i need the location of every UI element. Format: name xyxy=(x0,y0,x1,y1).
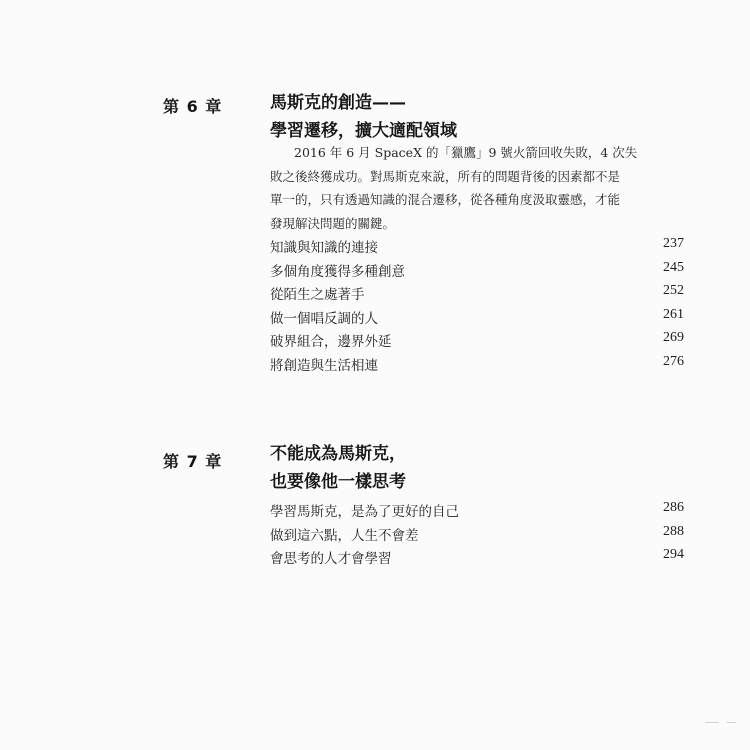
toc-entry-page: 294 xyxy=(663,547,684,563)
toc-entry-page: 252 xyxy=(663,283,684,299)
toc-entry[interactable] xyxy=(270,330,684,354)
chapter-6-title xyxy=(270,89,457,145)
toc-entry[interactable] xyxy=(270,500,684,524)
toc-entry[interactable] xyxy=(270,260,684,284)
intro-line: 敗之後終獲成功。對馬斯克來說，所有的問題背後的因素都不是 xyxy=(270,168,621,184)
toc-entry-title: 會思考的人才會學習 xyxy=(270,551,392,568)
toc-entry[interactable] xyxy=(270,547,684,571)
toc-entry-page: 261 xyxy=(663,306,684,322)
chapter-6-title-line-1: 馬斯克的創造—— xyxy=(270,93,406,113)
scan-artifact xyxy=(705,722,719,723)
toc-entry-title: 從陌生之處著手 xyxy=(270,287,365,304)
intro-line: 發現解決問題的關鍵。 xyxy=(270,215,396,231)
toc-entry-title: 破界組合，邊界外延 xyxy=(270,334,392,351)
toc-entry-page: 288 xyxy=(663,523,684,539)
toc-entry-title: 學習馬斯克，是為了更好的自己 xyxy=(270,504,459,520)
toc-entry[interactable] xyxy=(270,283,684,307)
chapter-6-label: 第 6 章 xyxy=(163,97,223,116)
toc-entry[interactable] xyxy=(270,524,684,548)
toc-entry-title: 多個角度獲得多種創意 xyxy=(270,263,405,280)
scan-artifact xyxy=(727,722,736,723)
chapter-7-toc xyxy=(270,500,684,571)
chapter-6-intro xyxy=(270,141,684,235)
intro-line: 2016 年 6 月 SpaceX 的「獵鷹」9 號火箭回收失敗，4 次失 xyxy=(294,145,638,160)
chapter-6-title-line-2: 學習遷移，擴大適配領域 xyxy=(270,121,457,141)
chapter-7-title xyxy=(270,440,406,496)
chapter-7-title-line-2: 也要像他一樣思考 xyxy=(270,472,406,492)
toc-entry-page: 276 xyxy=(663,353,684,369)
toc-entry[interactable] xyxy=(270,354,684,378)
toc-entry-page: 286 xyxy=(663,500,684,515)
chapter-7-label: 第 7 章 xyxy=(163,452,223,471)
toc-entry-page: 245 xyxy=(663,259,684,275)
chapter-7-title-line-1: 不能成為馬斯克， xyxy=(270,444,406,464)
chapter-6-toc xyxy=(270,236,684,378)
intro-line: 單一的，只有透過知識的混合遷移，從各種角度汲取靈感，才能 xyxy=(270,192,621,207)
toc-entry-title: 將創造與生活相連 xyxy=(270,357,378,374)
toc-entry-title: 做到這六點，人生不會差 xyxy=(270,527,419,544)
toc-entry-page: 237 xyxy=(663,236,684,251)
toc-entry[interactable] xyxy=(270,236,684,260)
toc-entry-title: 做一個唱反調的人 xyxy=(270,310,378,327)
toc-entry-title: 知識與知識的連接 xyxy=(270,240,378,256)
toc-entry-page: 269 xyxy=(663,330,684,346)
toc-entry[interactable] xyxy=(270,307,684,331)
